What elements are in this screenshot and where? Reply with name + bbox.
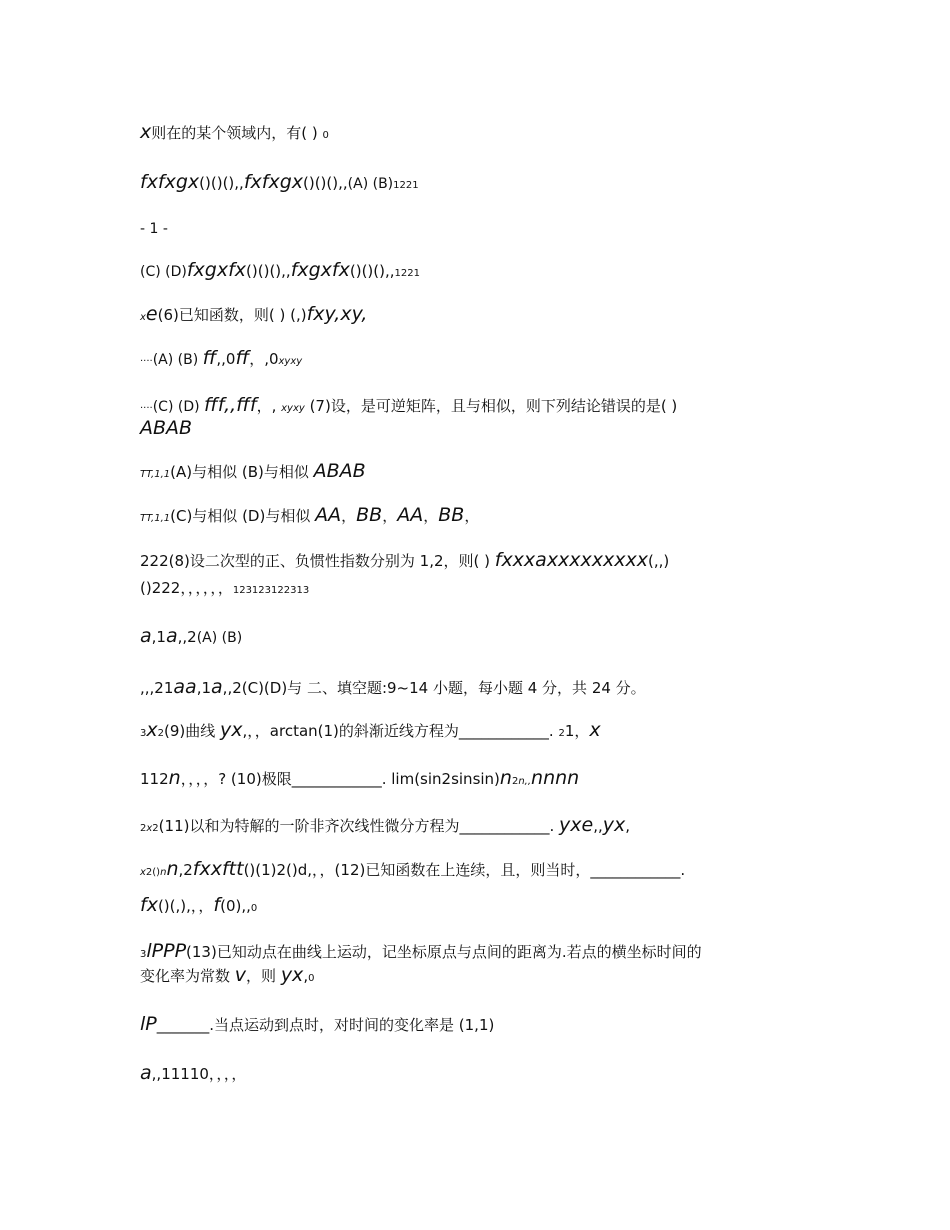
text-segment: (A) (B) bbox=[196, 630, 243, 646]
text-segment: ,,2(C)(D)与 二、填空题:9~14 小题，每小题 4 分，共 24 分。 bbox=[222, 679, 646, 697]
text-segment: fxgxfx bbox=[290, 259, 350, 281]
text-segment: yx bbox=[602, 814, 626, 836]
text-line bbox=[140, 172, 419, 196]
text-segment: ， bbox=[341, 507, 357, 525]
text-segment: x bbox=[140, 867, 146, 878]
text-line bbox=[140, 304, 367, 328]
text-segment: a bbox=[165, 625, 178, 647]
text-segment: n bbox=[160, 867, 167, 878]
text-segment: 0 bbox=[322, 130, 329, 141]
text-segment: 0 bbox=[308, 973, 315, 984]
text-segment: ,,11110，，，， bbox=[151, 1065, 247, 1083]
text-segment: 2 bbox=[511, 776, 519, 787]
text-line bbox=[140, 941, 702, 965]
text-segment: ()()(),, bbox=[246, 262, 291, 280]
text-segment: ,,,21 bbox=[140, 679, 174, 697]
text-line bbox=[140, 768, 579, 792]
text-segment: 1221 bbox=[393, 180, 419, 191]
text-segment: , bbox=[303, 967, 309, 985]
text-segment: a bbox=[140, 1062, 152, 1084]
text-segment: fxfxgx bbox=[243, 171, 303, 193]
text-segment: fxgxfx bbox=[186, 259, 247, 281]
text-segment: ()()(),, bbox=[303, 174, 348, 192]
text-line bbox=[140, 505, 479, 529]
text-segment: (C) (D) bbox=[152, 399, 205, 415]
text-segment: ()()(),, bbox=[349, 262, 395, 280]
text-segment: e bbox=[145, 303, 158, 325]
text-segment: 2 bbox=[157, 728, 164, 739]
text-segment: 123123122313 bbox=[232, 585, 310, 596]
text-segment: nnnn bbox=[531, 767, 580, 789]
text-segment: fff,,fff bbox=[204, 394, 257, 416]
text-segment: (,,) bbox=[648, 552, 670, 570]
text-segment: ,, bbox=[593, 817, 603, 835]
text-segment: x bbox=[146, 719, 158, 741]
text-line bbox=[140, 895, 257, 919]
text-segment: (A) (B) bbox=[152, 352, 203, 368]
text-segment: AA bbox=[315, 504, 342, 526]
text-segment: n,, bbox=[518, 776, 532, 787]
text-segment: AA bbox=[397, 504, 424, 526]
text-segment: 2 bbox=[152, 823, 159, 834]
text-segment: aa bbox=[173, 676, 197, 698]
text-segment: (11)以和为特解的一阶非齐次线性微分方程为____________. bbox=[158, 817, 560, 835]
text-segment: n bbox=[499, 767, 512, 789]
text-segment: 变化率为常数 bbox=[140, 967, 235, 985]
text-segment: 2 bbox=[558, 728, 565, 739]
text-segment: ,,2 bbox=[177, 628, 197, 646]
text-segment: ()(,),，， bbox=[157, 897, 214, 915]
text-segment: n bbox=[166, 858, 179, 880]
text-segment: x bbox=[140, 121, 152, 143]
text-segment: xyxy bbox=[278, 356, 303, 367]
text-segment: ABAB bbox=[313, 460, 366, 482]
text-segment: - 1 - bbox=[140, 221, 168, 237]
text-segment: ,，，arctan(1)的斜渐近线方程为____________. bbox=[242, 722, 559, 740]
text-segment: ,2 bbox=[178, 861, 193, 879]
text-segment: (6)已知函数，则( ) (,) bbox=[157, 306, 307, 324]
text-line bbox=[140, 122, 329, 146]
text-segment: x bbox=[140, 312, 146, 323]
page-number bbox=[140, 218, 168, 239]
text-line bbox=[140, 720, 601, 744]
text-segment: (A)与相似 (B)与相似 bbox=[170, 463, 314, 481]
text-segment: xyxy bbox=[281, 403, 305, 414]
text-segment: fxy,xy, bbox=[306, 303, 368, 325]
text-segment: x bbox=[589, 719, 601, 741]
text-segment: ， bbox=[423, 507, 439, 525]
text-segment: fxfxgx bbox=[140, 171, 200, 193]
text-segment: n bbox=[168, 767, 181, 789]
text-line bbox=[140, 965, 314, 989]
text-segment: yx bbox=[220, 719, 243, 741]
text-segment: 2 bbox=[140, 823, 147, 834]
text-segment: ff bbox=[202, 347, 217, 369]
text-segment: 2() bbox=[145, 867, 161, 878]
text-segment: ff bbox=[235, 347, 250, 369]
text-line bbox=[140, 859, 685, 883]
text-segment: _______.当点运动到点时，对时间的变化率是 (1,1) bbox=[156, 1016, 495, 1034]
text-segment: TT,1,1 bbox=[140, 469, 171, 480]
text-segment: (C) (D) bbox=[140, 264, 187, 280]
text-segment: yxe bbox=[559, 814, 594, 836]
text-segment: ，, bbox=[256, 397, 282, 415]
text-segment: ， bbox=[382, 507, 398, 525]
text-line bbox=[140, 1014, 494, 1035]
text-line bbox=[140, 348, 302, 372]
text-line bbox=[140, 550, 669, 571]
text-line bbox=[140, 677, 646, 698]
text-segment: ABAB bbox=[140, 417, 193, 439]
text-line bbox=[140, 578, 309, 601]
text-segment: (A) (B) bbox=[347, 176, 394, 192]
text-segment: ,1 bbox=[196, 679, 212, 697]
text-segment: 1， bbox=[564, 722, 590, 740]
text-segment: f bbox=[213, 894, 221, 916]
text-segment: fxxftt bbox=[192, 858, 244, 880]
text-segment: ()()(),, bbox=[199, 174, 244, 192]
text-segment: ,,0 bbox=[216, 350, 236, 368]
text-segment: 112 bbox=[140, 770, 169, 788]
text-segment: (7)设，是可逆矩阵，且与相似，则下列结论错误的是( ) bbox=[304, 397, 678, 415]
text-segment: (13)已知动点在曲线上运动，记坐标原点与点间的距离为.若点的横坐标时间的 bbox=[186, 943, 702, 961]
text-segment: ···· bbox=[140, 356, 153, 367]
text-line bbox=[140, 626, 242, 648]
text-segment: fx bbox=[140, 894, 158, 916]
text-segment: ,1 bbox=[151, 628, 166, 646]
text-segment: ，则 bbox=[246, 967, 281, 985]
text-segment: , bbox=[625, 817, 631, 835]
text-line bbox=[140, 418, 192, 439]
text-segment: v bbox=[234, 964, 247, 986]
text-segment: ···· bbox=[140, 403, 153, 414]
text-segment: 0 bbox=[250, 903, 258, 914]
text-segment: TT,1,1 bbox=[140, 513, 171, 524]
text-line bbox=[140, 815, 630, 839]
text-segment: 3 bbox=[140, 949, 147, 960]
text-segment: 则在的某个领域内，有( ) bbox=[151, 124, 323, 142]
text-line bbox=[140, 461, 366, 485]
text-segment: ， bbox=[464, 507, 480, 525]
text-segment: ，，，，? (10)极限____________. lim(sin2sinsin) bbox=[180, 770, 500, 788]
text-segment: ()222，，，，，， bbox=[140, 579, 233, 597]
text-segment: yx bbox=[280, 964, 304, 986]
text-line bbox=[140, 1063, 246, 1084]
text-segment: (0),, bbox=[220, 897, 251, 915]
text-segment: (9)曲线 bbox=[164, 722, 221, 740]
text-line bbox=[140, 260, 420, 284]
text-segment: ()(1)2()d,，，(12)已知函数在上连续，且，则当时，____________. bbox=[243, 861, 686, 879]
text-segment: (C)与相似 (D)与相似 bbox=[170, 507, 316, 525]
text-segment: lPPP bbox=[146, 940, 187, 962]
text-segment: BB bbox=[356, 504, 383, 526]
text-segment: BB bbox=[438, 504, 465, 526]
text-segment: a bbox=[211, 676, 223, 698]
text-segment: 3 bbox=[140, 728, 147, 739]
text-segment: 222(8)设二次型的正、负惯性指数分别为 1,2，则( ) bbox=[140, 552, 495, 570]
text-segment: 1221 bbox=[394, 268, 420, 279]
text-segment: ，,0 bbox=[249, 350, 279, 368]
text-segment: fxxxaxxxxxxxxx bbox=[494, 549, 649, 571]
text-segment: a bbox=[140, 625, 152, 647]
text-segment: lP bbox=[140, 1013, 157, 1035]
text-segment: x bbox=[146, 823, 153, 834]
text-line bbox=[140, 395, 677, 419]
